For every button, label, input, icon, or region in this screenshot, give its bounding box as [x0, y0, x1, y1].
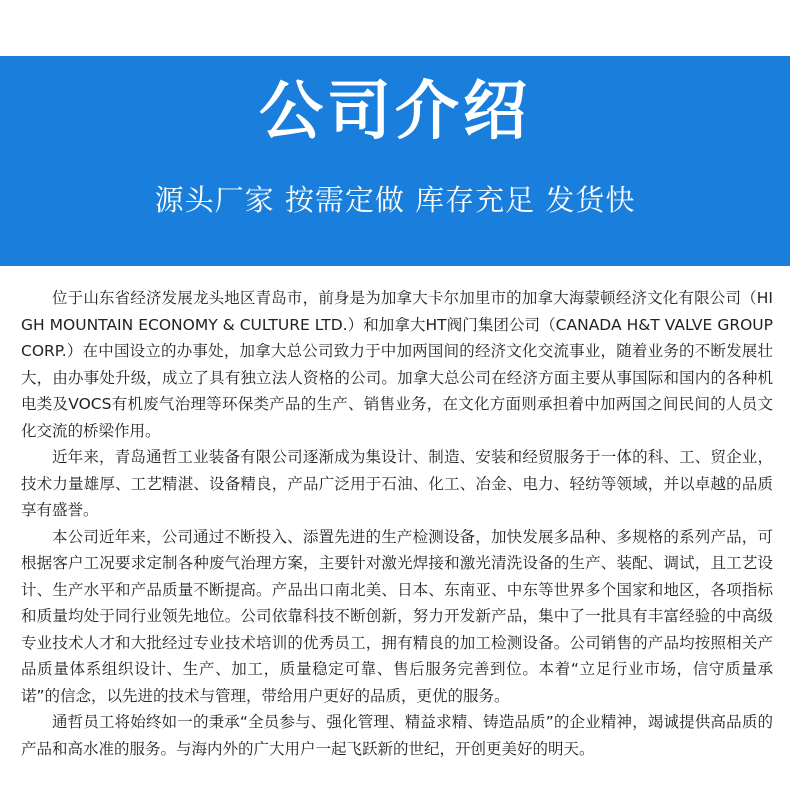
paragraph-company-capabilities: 本公司近年来，公司通过不断投入、添置先进的生产检测设备，加快发展多品种、多规格的系列产品，可根据客户工况要求定制各种废气治理方案，主要针对激光焊接和激光清洗设备的生产、装配、调试，且工艺设计、生产水平和产品质量不断提高。产品出口南北美、日本、东南亚、中东等世界多个国家和地区，各项指标和质量均处于同行业领先地位。公司依靠科技不断创新，努力开发新产品，集中了一批具有丰富经验的中高级专业技术人才和大批经过专业技术培训的优秀员工，拥有精良的加工检测设备。公司销售的产品均按照相关产品质量体系组织设计、生产、加工，质量稳定可靠、售后服务完善到位。本着“立足行业市场，信守质量承诺”的信念，以先进的技术与管理，带给用户更好的品质，更优的服务。	[21, 527, 773, 705]
company-introduction-body	[21, 285, 773, 762]
paragraph-recent-years: 近年来，青岛通哲工业装备有限公司逐渐成为集设计、制造、安装和经贸服务于一体的科、工、贸企业，技术力量雄厚、工艺精湛、设备精良，产品广泛用于石油、化工、冶金、电力、轻纺等领域，并以卓越的品质享有盛誉。	[21, 448, 773, 519]
paragraph-company-spirit: 通哲员工将始终如一的秉承“全员参与、强化管理、精益求精、铸造品质”的企业精神，竭诚提供高品质的产品和高水准的服务。与海内外的广大用户一起飞跃新的世纪，开创更美好的明天。	[21, 713, 773, 758]
page-title: 公司介绍	[259, 75, 531, 149]
paragraph-history: 位于山东省经济发展龙头地区青岛市，前身是为加拿大卡尔加里市的加拿大海蒙顿经济文化有限公司（HIGH MOUNTAIN ECONOMY & CULTURE LTD.）和加拿大HT阀门集团公司（CANADA H&T VALVE GROUP CORP.）在中国设立的办事处，加拿大总公司致力于中加两国间的经济文化交流事业，随着业务的不断发展壮大，由办事处升级，成立了具有独立法人资格的公司。加拿大总公司在经济方面主要从事国际和国内的各种机电类及VOCS有机废气治理等环保类产品的生产、销售业务，在文化方面则承担着中加两国之间民间的人员文化交流的桥梁作用。	[21, 289, 773, 440]
page-subtitle: 源头厂家 按需定做 库存充足 发货快	[154, 183, 636, 217]
